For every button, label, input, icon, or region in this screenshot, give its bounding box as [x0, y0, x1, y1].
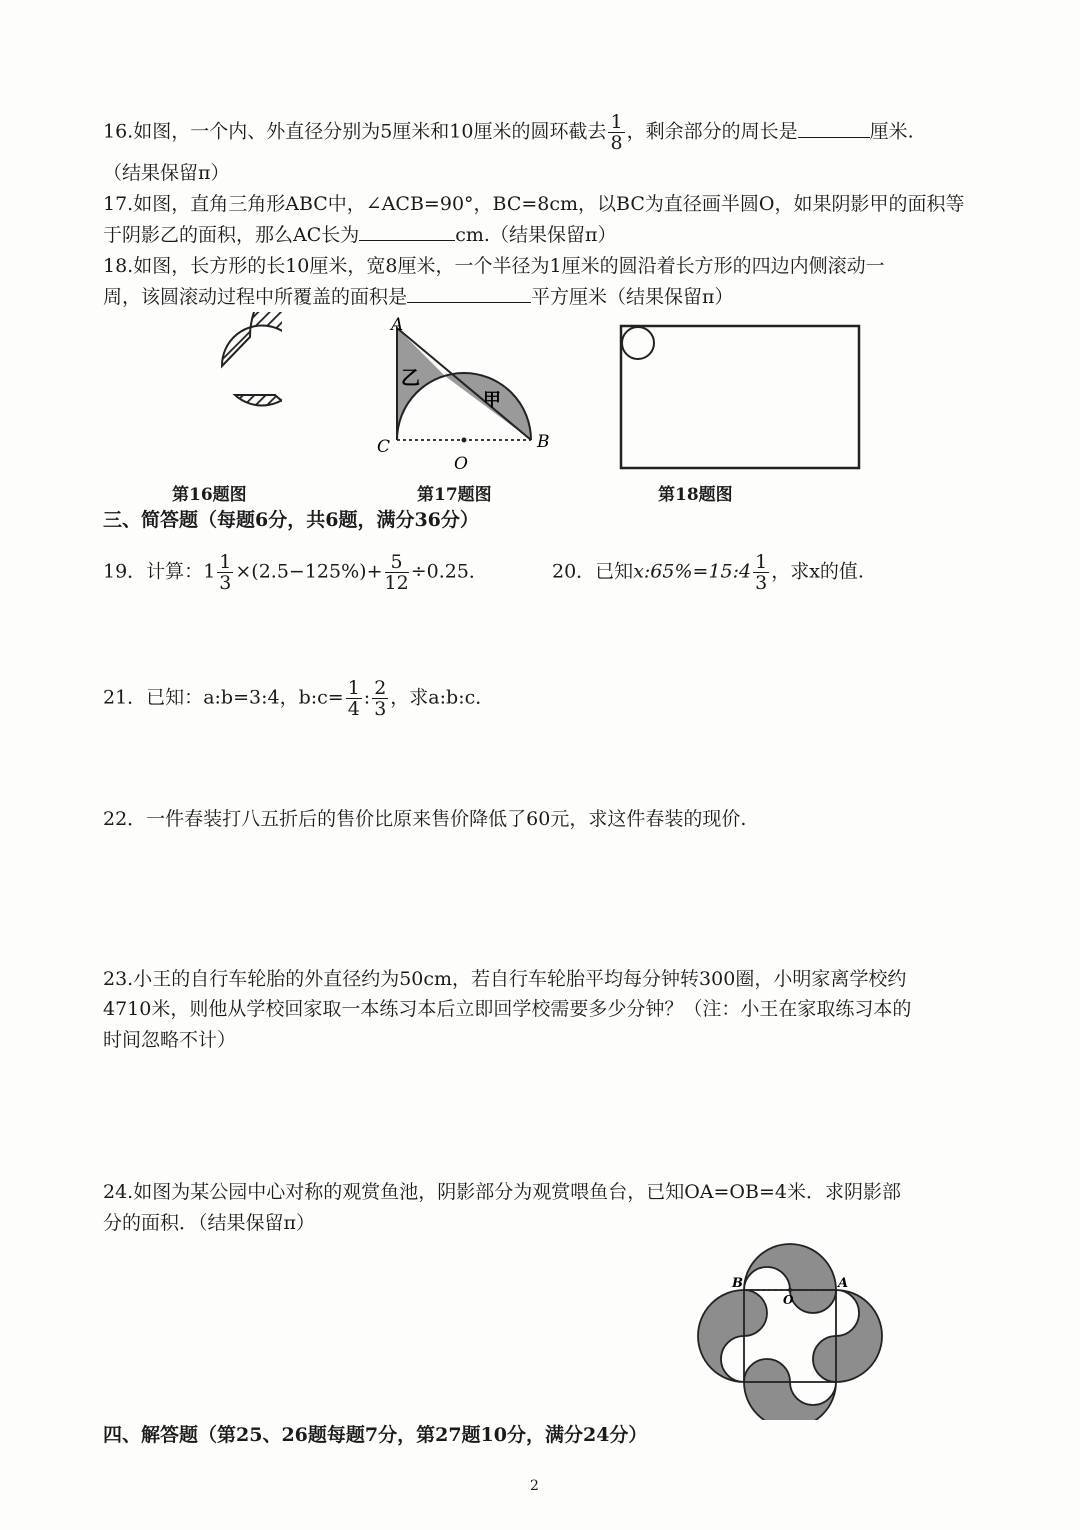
q18-line1: 18.如图，长方形的长10厘米，宽8厘米，一个半径为1厘米的圆沿着长方形的四边内侧滚动一: [103, 255, 885, 277]
q24-line2: 分的面积．（结果保留π）: [103, 1212, 315, 1234]
q16-frac-den: 8: [610, 132, 623, 154]
figure-18-rectangle: [616, 322, 864, 472]
q20-line: [552, 552, 864, 593]
q18-line2: [103, 284, 734, 310]
q16-fraction: [608, 112, 624, 153]
annulus-shape: [222, 312, 282, 417]
label-o: O: [783, 1293, 794, 1307]
q17-line2: [103, 222, 616, 248]
label-yi: 乙: [401, 367, 421, 389]
q17-text-after: cm.（结果保留π）: [455, 224, 617, 246]
q21-expression: a:b=3:4，b:c=: [203, 686, 344, 709]
q20-end: ，求x的值.: [771, 560, 864, 583]
q21-fraction-2: [372, 678, 388, 719]
label-c: C: [377, 437, 391, 457]
q16-line1: [103, 112, 914, 153]
q18-answer-blank[interactable]: [407, 284, 531, 303]
q21-line: [103, 678, 494, 719]
center-o-dot: [462, 438, 467, 443]
label-b: B: [732, 1276, 743, 1291]
caption-fig17: 第17题图: [417, 485, 492, 505]
q23-line2: 4710米，则他从学校回家取一本练习本后立即回学校需要多少分钟？（注：小王在家取练习本的: [103, 998, 912, 1020]
figure-24-fish-pond: [690, 1240, 890, 1420]
q23-line1: 23.小王的自行车轮胎的外直径约为50cm，若自行车轮胎平均每分钟转300圈，小明家离学校约: [103, 968, 907, 990]
q21-frac2-den: 3: [374, 698, 387, 720]
q18-text-before: 周，该圆滚动过程中所覆盖的面积是: [103, 286, 408, 308]
section-4-heading: 四、解答题（第25、26题每题7分，第27题10分，满分24分）: [103, 1424, 648, 1446]
q20-frac-den: 3: [755, 572, 768, 594]
label-a: A: [391, 315, 404, 335]
q17-line1: 17.如图，直角三角形ABC中，∠ACB=90°，BC=8cm，以BC为直径画半圆O，如果阴影甲的面积等: [103, 193, 965, 215]
q21-end: ，求a:b:c．: [390, 686, 495, 709]
q18-text-after: 平方厘米（结果保留π）: [531, 286, 734, 308]
q19-frac2-den: 12: [384, 572, 409, 594]
label-a: A: [838, 1276, 849, 1291]
q21-frac1-den: 4: [347, 698, 360, 720]
q19-frac2-num: 5: [385, 552, 409, 573]
q16-unit: 厘米.: [869, 120, 914, 143]
q22-line: 22．一件春装打八五折后的售价比原来售价降低了60元，求这件春装的现价.: [103, 808, 747, 830]
q21-frac1-num: 1: [347, 677, 360, 699]
rolling-circle: [622, 327, 654, 359]
q17-text-before: 于阴影乙的面积，那么AC长为: [103, 224, 360, 246]
q20-fraction: [753, 552, 769, 593]
q24-line1: 24.如图为某公园中心对称的观赏鱼池，阴影部分为观赏喂鱼台，已知OA=OB=4米．求阴影部: [103, 1181, 901, 1203]
center-o-dot: [788, 1288, 792, 1292]
label-jia: 甲: [483, 390, 501, 411]
q20-frac-num: 1: [755, 551, 768, 573]
q23-line3: 时间忽略不计）: [103, 1029, 237, 1051]
q20-label: 20．已知: [552, 560, 634, 583]
q16-text-before: 16.如图，一个内、外直径分别为5厘米和10厘米的圆环截去: [103, 120, 607, 143]
q19-whole: 1: [203, 560, 216, 583]
q19-label: 19．计算：: [103, 560, 204, 583]
q19-middle: ×(2.5−125%)+: [235, 560, 383, 583]
label-o: O: [454, 454, 468, 474]
q19-line: [103, 552, 488, 593]
caption-fig18: 第18题图: [658, 485, 733, 505]
section-3-heading: 三、简答题（每题6分，共6题，满分36分）: [103, 509, 479, 531]
q21-frac2-num: 2: [374, 677, 387, 699]
q16-line2: （结果保留π）: [103, 162, 230, 184]
q17-answer-blank[interactable]: [359, 222, 455, 241]
q21-label: 21．已知：: [103, 686, 204, 709]
q19-frac1-num: 1: [219, 551, 232, 573]
figure-17-triangle: [365, 312, 565, 480]
q16-text-after: ，剩余部分的周长是: [626, 120, 798, 143]
q20-expression: x:65%=15:4: [633, 560, 752, 583]
rectangle-shape: [621, 326, 859, 468]
q16-answer-blank[interactable]: [798, 119, 870, 138]
caption-fig16: 第16题图: [172, 485, 247, 505]
q19-fraction-1: [217, 552, 233, 593]
label-b: B: [537, 432, 550, 452]
q21-colon: :: [363, 686, 371, 709]
q21-fraction-1: [346, 678, 362, 719]
shaded-platforms: [698, 1244, 882, 1420]
figure-16-annulus: [110, 312, 282, 478]
q19-frac1-den: 3: [219, 572, 232, 594]
q16-frac-num: 1: [610, 111, 623, 133]
q19-end: ÷0.25．: [410, 560, 488, 583]
q19-fraction-2: [385, 552, 409, 593]
page-number: 2: [530, 1478, 539, 1494]
